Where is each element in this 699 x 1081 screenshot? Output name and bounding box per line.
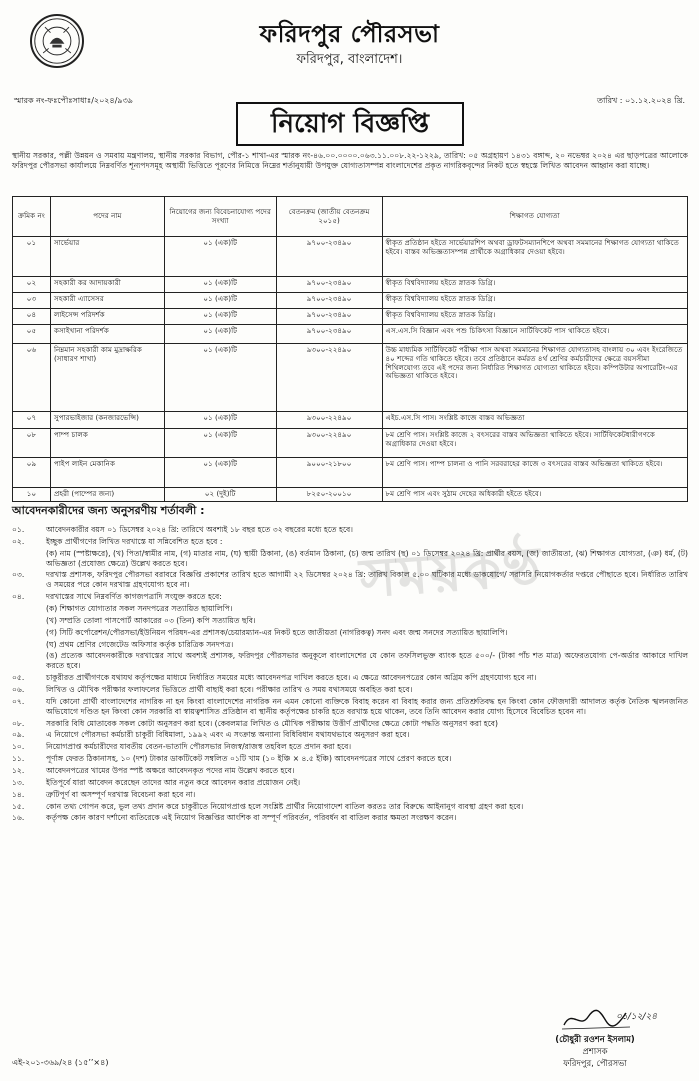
cell-post: সার্ভেয়ার — [50, 237, 164, 277]
handwritten-signature — [560, 1005, 658, 1033]
cell-serial: ০৪ — [13, 309, 51, 325]
condition-number: ১৬. — [12, 813, 25, 823]
intro-paragraph: স্থানীয় সরকার, পল্লী উন্নয়ন ও সমবায় মন্ত্রণালয়, স্থানীয় সরকার বিভাগ, পৌর-১ শাখা-এর স্মারক নং-৪৬.০০.০০০০.০৬৩.১১.০০৮.২২-১২২৯, তারিখ: ০৫ অগ্রহায়ণ ১৪৩১ বঙ্গাব্দ, ২০ নভেম্বর ২০২৪ এর ছাড়পত্রের আলোকে ফরিদপুর পৌরসভা কার্যালয়ে নিম্নবর্ণিত শূন্যপদসমূহ অস্থায়ী ভিত্তিতে পূরণের নিমিত্তে নিম্নের শর্তানুযায়ী উপযুক্ত যোগ্যতাসম্পন্ন বাংলাদেশের প্রকৃত নাগরিকবৃন্দের নিকট হতে স্বহস্তে লিখিত আবেদন আহ্বান করা যাচ্ছে। — [12, 151, 688, 171]
cell-qualification: স্বীকৃত বিশ্ববিদ্যালয় হইতে স্নাতক ডিগ্রি। — [382, 309, 687, 325]
list-item — [12, 673, 688, 683]
condition-number: ০৪. — [12, 592, 25, 602]
list-item — [12, 719, 688, 729]
cell-scale: ৯৭০০-২৩৪৯০ — [276, 309, 382, 325]
list-item — [12, 697, 688, 717]
condition-text: সরকারি বিধি মোতাবেক সকল কোটা অনুসরণ করা হবে। (কেবলমাত্র লিখিত ও মৌখিক পরীক্ষায় উত্তীর্ণ প্রার্থীদের ক্ষেত্রে কোটা পদ্ধতি অনুসরণ করা হবে) — [46, 718, 498, 728]
cell-post: লাইসেন্স পরিদর্শক — [50, 309, 164, 325]
cell-scale: ৯৩০০-২২৪৯০ — [276, 344, 382, 412]
memo-date: তারিখ : ০১.১২.২০২৪ খ্রি. — [596, 96, 685, 105]
condition-number: ১৩. — [12, 777, 25, 787]
col-header-serial: ক্রমিক নং — [13, 197, 51, 237]
table-row — [13, 458, 688, 488]
office-address: ফরিদপুর, বাংলাদেশ। — [296, 52, 403, 67]
condition-number: ১১. — [12, 754, 25, 764]
document-subitem: (ঙ) প্রত্যেক আবেদনকারীকে দরখাস্তের সাথে অবশ্যই প্রশাসক, ফরিদপুর পৌরসভার অনুকূলে বাংলাদেশের যে কোন তফসিলভুক্ত ব্যাংক হতে ৫০০/- (টাকা পাঁচ শত মাত্র) অফেরতযোগ্য পে-অর্ডার আকারে দাখিল করতে হবে। — [46, 651, 688, 671]
cell-count: ০২ (দুই)টি — [164, 488, 276, 502]
condition-text: ত্রুটিপূর্ণ বা অসম্পূর্ণ দরখাস্ত বিবেচনা করা হবে না। — [46, 789, 196, 799]
condition-number: ০১. — [12, 525, 25, 534]
col-header-count: নিয়োগের জন্য বিবেচনাযোগ্য পদের সংখ্যা — [164, 197, 276, 237]
cell-scale: ৯৭০০-২৩৪৯০ — [276, 277, 382, 293]
cell-count: ০১ (এক)টি — [164, 412, 276, 429]
signatory-designation: প্রশাসক — [582, 1046, 608, 1056]
cell-post: পাইপ লাইন মেকানিক — [50, 458, 164, 488]
cell-qualification: ৮ম শ্রেণি পাস। পাম্প চালনা ও পানি সরবরাহের কাজে ৩ বৎসরের বাস্তব অভিজ্ঞতা থাকিতে হইবে। — [382, 458, 687, 488]
cell-serial: ০৩ — [13, 293, 51, 309]
table-row — [13, 309, 688, 325]
cell-scale: ৯০০০-২১৮০০ — [276, 458, 382, 488]
cell-qualification: স্বীকৃত বিশ্ববিদ্যালয় হইতে স্নাতক ডিগ্রি। — [382, 277, 687, 293]
cell-serial: ০৯ — [13, 458, 51, 488]
condition-text: আবেদনপত্রের খামের উপর স্পষ্ট অক্ষরে আবেদনকৃত পদের নাম উল্লেখ করতে হবে। — [46, 766, 295, 776]
table-row — [13, 488, 688, 502]
cell-count: ০১ (এক)টি — [164, 344, 276, 412]
cell-count: ০১ (এক)টি — [164, 429, 276, 458]
cell-post: পাম্প চালক — [50, 429, 164, 458]
condition-number: ০৮. — [12, 718, 25, 728]
signature-date: ০১/১২/২৪ — [616, 1012, 658, 1022]
document-subitem: (খ) সম্প্রতি তোলা পাসপোর্ট আকারের ০৩ (তিন) কপি সত্যায়িত ছবি। — [46, 615, 256, 625]
cell-post: সহকারী কর আদায়কারী — [50, 277, 164, 293]
cell-serial: ০২ — [13, 277, 51, 293]
cell-qualification: ৮ম শ্রেণি পাস এবং সুঠাম দেহের অধিকারী হইতে হইবে। — [382, 488, 687, 502]
condition-text: যদি কোনো প্রার্থী বাংলাদেশের নাগরিক না হন কিংবা বাংলাদেশের নাগরিক নন এমন কোনো ব্যক্তিকে বিবাহ করেন বা বিবাহ করার জন্য প্রতিশ্রুতিবদ্ধ হন কিংবা কোন ফৌজদারী আদালত কর্তৃক নৈতিক স্খলনজনিত অভিযোগে দণ্ডিত হন কিংবা কোন সরকারি বা স্বায়ত্বশাসিত প্রতিষ্ঠান বা স্থানীয় কর্তৃপক্ষের চাকরি হতে বরখাস্ত হয়ে থাকেন, তবে তিনি আবেদন করার যোগ্য হিসেবে বিবেচিত হবেন না। — [46, 696, 688, 716]
cell-post: সহকারী এ্যাসেসর — [50, 293, 164, 309]
list-item — [12, 742, 688, 752]
condition-number: ১৪. — [12, 789, 25, 799]
condition-number: ১০. — [12, 742, 25, 752]
cell-qualification: ৮ম শ্রেণি পাস। সংশ্লিষ্ট কাজে ২ বৎসরের বাস্তব অভিজ্ঞতা থাকিতে হইবে। সার্টিফিকেটধারীগণকে অগ্রাধিকার দেওয়া হইবে। — [382, 429, 687, 458]
cell-scale: ৯৭০০-২৩৪৯০ — [276, 325, 382, 344]
notice-heading: নিয়োগ বিজ্ঞপ্তি — [236, 102, 464, 146]
condition-number: ১২. — [12, 766, 25, 776]
condition-number: ০৭. — [12, 696, 25, 706]
table-row — [13, 344, 688, 412]
publication-code: এই-২০১-৩৬৯/২৪ (১৫’’×৪) — [12, 1058, 109, 1067]
col-header-qualification: শিক্ষাগত যোগ্যতা — [382, 197, 687, 237]
table-row — [13, 412, 688, 429]
vacancy-table — [12, 196, 688, 502]
document-subitem: (গ) সিটি কর্পোরেশন/পৌরসভা/ইউনিয়ন পরিষদ-এর প্রশাসক/চেয়ারম্যান-এর নিকট হতে জাতীয়তা (নাগরিকত্ব) সনদ এবং জন্ম সনদের সত্যায়িত ছায়ালিপি। — [46, 627, 508, 637]
cell-count: ০১ (এক)টি — [164, 309, 276, 325]
table-header-row — [13, 197, 688, 237]
document-subitem: (ক) শিক্ষাগত যোগ্যতার সকল সনদপত্রের সত্যায়িত ছায়ালিপি। — [46, 604, 233, 614]
cell-count: ০১ (এক)টি — [164, 293, 276, 309]
list-item — [12, 754, 688, 764]
condition-number: ০৯. — [12, 730, 25, 740]
condition-number: ১৫. — [12, 801, 25, 811]
cell-qualification: এইচ.এস.সি পাস। সংশ্লিষ্ট কাজে বাস্তব অভিজ্ঞতা — [382, 412, 687, 429]
cell-scale: ৯৭০০-২৩৪৯০ — [276, 293, 382, 309]
cell-scale: ৯৭০০-২৩৪৯০ — [276, 237, 382, 277]
condition-number: ০৫. — [12, 673, 25, 683]
cell-serial: ০৬ — [13, 344, 51, 412]
condition-text: লিখিত ও মৌখিক পরীক্ষার ফলাফলের ভিত্তিতে প্রার্থী বাছাই করা হবে। পরীক্ষার তারিখ ও সময় যথাসময়ে অবহিত করা হবে। — [46, 685, 413, 695]
conditions-heading: আবেদনকারীদের জন্য অনুসরণীয় শর্তাবলী : — [12, 504, 205, 517]
condition-text: নিয়োগপ্রাপ্ত কর্মচারীদের যাবতীয় বেতন-ভাতাদি পৌরসভার নিজস্ব/রাজস্ব তহবিল হতে প্রদান করা হবে। — [46, 742, 352, 752]
cell-qualification: স্বীকৃত প্রতিষ্ঠান হইতে সার্ভেয়ারশিপ অথবা ড্রাফটসম্যানশিপে অথবা সমমানের শিক্ষাগত যোগ্যতা থাকিতে হইবে। বাস্তব অভিজ্ঞতাসম্পন্ন প্রার্থীকে অগ্রাধিকার দেওয়া হইবে। — [382, 237, 687, 277]
cell-count: ০১ (এক)টি — [164, 325, 276, 344]
signatory-name: (চৌধুরী রওশন ইসলাম) — [555, 1034, 635, 1044]
list-item — [12, 730, 688, 740]
cell-post: সুপারভাইজার (কনজারভেন্সি) — [50, 412, 164, 429]
cell-serial: ০১ — [13, 237, 51, 277]
cell-scale: ৯৩০০-২২৪৯০ — [276, 412, 382, 429]
cell-scale: ৯৩০০-২২৪৯০ — [276, 429, 382, 458]
cell-serial: ০৫ — [13, 325, 51, 344]
list-item — [12, 570, 688, 590]
cell-post: প্রহরী (পাম্পের জন্য) — [50, 488, 164, 502]
cell-post: নিম্নমান সহকারী কাম মুদ্রাক্ষরিক (সাধারণ শাখা) — [50, 344, 164, 412]
cell-count: ০১ (এক)টি — [164, 277, 276, 293]
newspaper-watermark: সময়কণ্ঠ — [357, 534, 545, 610]
condition-text: এ নিয়োগে পৌরসভা কর্মচারী চাকুরী বিধিমালা, ১৯৯২ এবং এ সংক্রান্ত অন্যান্য বিধিবিধান যথাযথভাবে অনুসরণ করা হবে। — [46, 730, 410, 740]
memo-reference: স্মারক নং-ফঃপৌঃসাধাঃ/২০২৪/৯৩৯ — [14, 96, 133, 105]
table-row — [13, 325, 688, 344]
table-row — [13, 277, 688, 293]
list-item — [12, 685, 688, 695]
condition-text: ইচ্ছুক প্রার্থীগণের লিখিত দরখাস্তে যা সন্নিবেশিত হতে হবে : — [46, 536, 223, 546]
table-row — [13, 429, 688, 458]
list-item — [12, 592, 688, 602]
table-row — [13, 237, 688, 277]
list-item — [12, 766, 688, 776]
conditions-list — [12, 525, 688, 825]
document-subitem: (ঘ) প্রথম শ্রেণির গেজেটেড অফিসার কর্তৃক চারিত্রিক সনদপত্র। — [46, 639, 234, 649]
cell-qualification: স্বীকৃত বিশ্ববিদ্যালয় হইতে স্নাতক ডিগ্রি। — [382, 293, 687, 309]
signatory-office: ফরিদপুর, পৌরসভা — [563, 1058, 627, 1068]
condition-text: কোন তথ্য গোপন করে, ভুল তথ্য প্রদান করে চাকুরীতে নিয়োগপ্রাপ্ত হলে সংশ্লিষ্ট প্রার্থীর নিয়োগাদেশ বাতিল করতঃ তার বিরুদ্ধে আইনানুগ ব্যবস্থা গ্রহণ করা হবে। — [46, 801, 524, 811]
condition-number: ০৬. — [12, 685, 25, 695]
condition-subitems: (ক) নাম (স্পষ্টাক্ষরে), (খ) পিতা/স্বামীর নাম, (গ) মাতার নাম, (ঘ) স্থায়ী ঠিকানা, (ঙ) বর্তমান ঠিকানা, (চ) জন্ম তারিখ (ছ) ০১ ডিসেম্বর ২০২৪ খ্রি: প্রার্থীর বয়স, (জ) জাতীয়তা, (ঝ) শিক্ষাগত যোগ্যতা, (ঞ) ধর্ম, (ট) অভিজ্ঞতা (প্রযোজ্য ক্ষেত্রে) উল্লেখ করতে হবে। — [46, 548, 688, 568]
cell-serial: ০৭ — [13, 412, 51, 429]
condition-number: ০৩. — [12, 570, 25, 580]
table-row — [13, 293, 688, 309]
condition-number: ০২. — [12, 536, 25, 546]
cell-post: কসাইখানা পরিদর্শক — [50, 325, 164, 344]
cell-qualification: এস.এস.সি বিজ্ঞান এবং পশু চিকিৎসা বিজ্ঞানে সার্টিফিকেট পাস থাকিতে হইবে। — [382, 325, 687, 344]
list-item — [12, 525, 688, 535]
condition-text: দরখাস্তের সাথে নিম্নবর্ণিত কাগজপত্রাদি সংযুক্ত করতে হবে: — [46, 592, 222, 602]
cell-qualification: উচ্চ মাধ্যমিক সার্টিফিকেট পরীক্ষা পাস অথবা সমমানের শিক্ষাগত যোগ্যতাসহ বাংলায় ৩০ এবং ইংরেজিতে ৪০ শব্দের গতি থাকিতে হইবে। তবে প্রতিষ্ঠানে কর্মরত ৪র্থ শ্রেণির কর্মচারীদের ক্ষেত্রে বয়সসীমা শিথিলযোগ্য তবে এই পদের জন্য নির্ধারিত শিক্ষাগত যোগ্যতা থাকিতে হইবে। কম্পিউটার অপারেটিং-এর অভিজ্ঞতা থাকিতে হইবে। — [382, 344, 687, 412]
condition-text: চাকুরীরত প্রার্থীগণকে যথাযথ কর্তৃপক্ষের মাধ্যমে নির্ধারিত সময়ের মধ্যে আবেদনপত্র দাখিল করতে হবে। এ ক্ষেত্রে আবেদনপত্রের কোন অগ্রিম কপি গ্রহণযোগ্য হবে না। — [46, 673, 537, 683]
list-item — [12, 813, 688, 823]
condition-text: আবেদনকারীর বয়স ০১ ডিসেম্বর ২০২৪ খ্রি: তারিখে অবশ্যই ১৮ বছর হতে ৩২ বছরের মধ্যে হতে হবে। — [46, 525, 353, 534]
cell-serial: ০৮ — [13, 429, 51, 458]
cell-serial: ১০ — [13, 488, 51, 502]
list-item — [12, 537, 688, 547]
condition-text: ইতিপূর্বে যারা আবেদন করেছেন তাদের আর নতুন করে আবেদন করার প্রয়োজন নেই। — [46, 777, 301, 787]
office-title: ফরিদপুর পৌরসভা — [259, 20, 440, 48]
cell-scale: ৮২৫০-২০০১০ — [276, 488, 382, 502]
condition-text: দরখাস্ত প্রশাসক, ফরিদপুর পৌরসভা বরাবরে বিজ্ঞপ্তি প্রকাশের তারিখ হতে আগামী ২২ ডিসেম্বর ২০২৪ খ্রি: তারিখ বিকাল ৫.০০ ঘটিকার মধ্যে ডাকযোগে/ সরাসরি নিয়োগকর্তার দপ্তরে পৌছাতে হবে। নির্ধারিত তারিখ ও সময়ের পরে কোন দরখাস্ত গ্রহণযোগ্য হবে না। — [46, 570, 688, 590]
cell-count: ০১ (এক)টি — [164, 458, 276, 488]
list-item — [12, 790, 688, 800]
col-header-scale: বেতনক্রম (জাতীয় বেতনক্রম ২০১৫) — [276, 197, 382, 237]
condition-text: কর্তৃপক্ষ কোন কারণ দর্শানো ব্যতিরেকে এই নিয়োগ বিজ্ঞপ্তির আংশিক বা সম্পূর্ণ পরিবর্তন, পরিবর্ধন বা বাতিল করার ক্ষমতা সংরক্ষণ করেন। — [46, 813, 457, 823]
condition-text: পূর্ণাঙ্গ ফেরত ঠিকানাসহ, ১০ (দশ) টাকার ডাকটিকেট সম্বলিত ০১টি খাম (১০ ইঞ্চি × ৪.৫ ইঞ্চি) আবেদনপত্রের সাথে প্রেরণ করতে হবে। — [46, 754, 452, 764]
col-header-post: পদের নাম — [50, 197, 164, 237]
list-item — [12, 802, 688, 812]
cell-count: ০১ (এক)টি — [164, 237, 276, 277]
list-item — [12, 778, 688, 788]
